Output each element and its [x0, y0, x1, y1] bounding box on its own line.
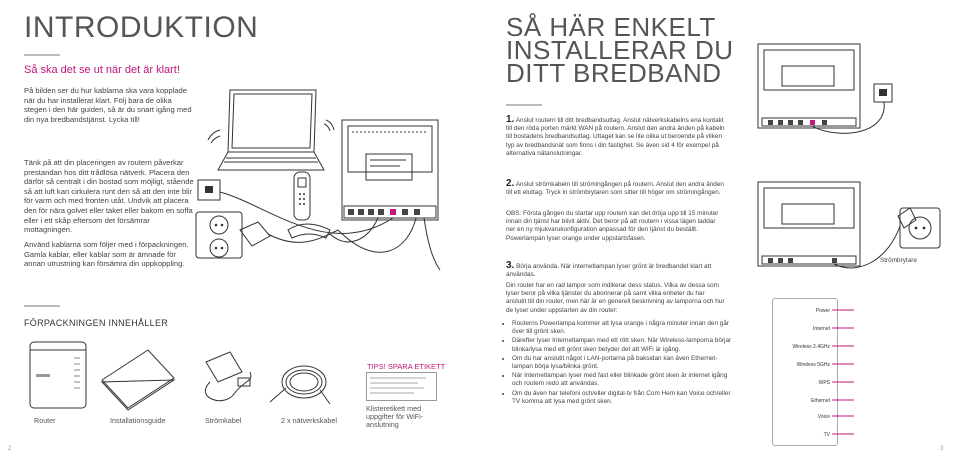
led-tv: TV [823, 432, 830, 438]
step-3 [506, 262, 726, 279]
title-line-3: DITT BREDBAND [506, 58, 722, 88]
package-illustrations [24, 338, 364, 418]
router-front-panel [772, 298, 838, 446]
power-adapter-icon [898, 208, 916, 228]
router-front-icon [30, 342, 86, 408]
bullet-ethernet: • Om du har anslutit något i LAN-portarna på baksidan kan även Ethernet-lampan börja lysa/blinka grönt. [512, 355, 738, 371]
laptop-icon [218, 90, 324, 170]
network-cable-icon [270, 366, 330, 404]
wall-socket-icon [874, 84, 892, 102]
step-1 [506, 116, 726, 158]
subtitle: Så ska det se ut när det är klart! [24, 64, 180, 76]
led-ethernet: Ethernet [811, 398, 830, 404]
led-wireless-24: Wireless 2.4GHz [792, 344, 830, 350]
wall-socket-icon [198, 180, 220, 200]
item-router: Router [34, 416, 56, 425]
power-outlet-icon [900, 208, 940, 248]
led-wps: WPS [818, 380, 830, 386]
step-2-number: 2. [506, 178, 515, 189]
step-3-text: Börja använda. När internetlampan lyser grönt är bredbandet klart att användas. [506, 263, 712, 279]
right-title-divider [506, 104, 542, 106]
installation-illustration [178, 80, 450, 275]
step-1-number: 1. [506, 114, 515, 125]
package-heading: FÖRPACKNINGEN INNEHÅLLER [24, 318, 169, 328]
package-divider [24, 305, 60, 307]
led-internet: Internet [813, 326, 830, 332]
router-back-icon-2 [758, 182, 860, 266]
sticker-label-icon [366, 372, 438, 402]
power-cable-icon [205, 352, 251, 401]
title-divider [24, 54, 60, 56]
power-switch-label: Strömbrytare [880, 257, 917, 264]
step-2 [506, 180, 726, 197]
bullet-internet: • Därefter lyser Internetlampan med ett rött sken. När Wireless-lamporna börjar blinka/lysa med ett grönt sken betyder det att WiFi är igång. [512, 337, 738, 353]
power-outlet-icon [196, 212, 242, 258]
page-title-right [506, 12, 734, 88]
obs-text: OBS: Första gången du startar upp routern kan det dröja upp till 15 minuter innan din tjänst har blivit aktiv. Det beror på att routern i vissa lägen laddar ner en ny mjukvarukonfiguration anpassad för den tjänst du beställt. Powerlampan lyser orange under uppstartsfasen. [506, 210, 719, 242]
step-3-number: 3. [506, 260, 515, 271]
step-1-text: Anslut routern till ditt bredbandsuttag. Anslut nätverkskabelns ena kontakt till den röda porten märkt WAN på routern. Anslut den andra änden på kabeln till bostadens bredbandsuttag. Uttaget kan se lite olika ut beroende på vilken typ av bredbandsnät som finns i din fastighet. Se även sid 4 för exempel på alternativa nätanslutningar. [506, 117, 725, 157]
led-power: Power [815, 308, 830, 314]
bullet-voice-tv: • Om du även har telefoni och/eller digital-tv från Com Hem kan Voice och/eller TV komma att lysa med grönt sken. [512, 390, 738, 406]
power-adapter-icon [240, 222, 338, 246]
bullet-power: • Routerns Powerlampa kommer att lysa orange i några minuter innan den går över till grönt sken. [512, 320, 738, 336]
step-2-text: Anslut strömkabeln till strömingången på routern. Anslut den andra änden till ett eluttag. Tryck in strömbrytaren som sitter till höger om strömingången. [506, 181, 724, 197]
guide-booklet-icon [102, 350, 174, 410]
tips-heading: TIPS! SPARA ETIKETT [367, 362, 446, 371]
cables-text: Använd kablarna som följer med i förpackningen. Gamla kablar, eller kablar som är ämnade för annan utrustning kan försämra din uppkoppling. [24, 240, 189, 269]
led-bullet-list [500, 320, 738, 406]
page-number-right: 3 [940, 446, 944, 452]
router-icon [342, 120, 438, 220]
placement-text: Tänk på att din placeringen av routern påverkar prestandan hos ditt trådlösa nätverk. Placera den därför så centralt i din bostad som möjligt, stående så att luft kan cirkulera runt den så att den inte blir för varm och med fronten utåt. Undvik att placera den för nära golvet eller taket eller bakom en soffa eller i ett skåp eftersom det försämrar mottagningen. [24, 158, 194, 235]
led-voice: Voice [817, 414, 830, 420]
item-network-cable: 2 x nätverkskabel [281, 416, 337, 425]
intro-text: På bilden ser du hur kablarna ska vara kopplade när du har installerat klart. Följ bara de olika stegen i den här guiden, så är du snart igång med din nya bredbandstjänst. Lycka till! [24, 86, 192, 124]
router-back-icon-1 [758, 44, 860, 128]
page-number-left: 2 [8, 446, 12, 452]
router-lights-text: Din router har en rad lampor som indikerar dess status. Vilka av dessa som lyser beror på vilka tjänster du abonnerar på samt vilka enheter du har anslutit till din router, men här är en generell beskrivning av lamporna och hur de lyser under uppstarten av din router: [506, 282, 725, 314]
led-wireless-5: Wireless 5GHz [796, 362, 830, 368]
setup-illustrations [748, 40, 948, 270]
item-power-cable: Strömkabel [205, 416, 242, 425]
tips-text: Klisteretikett med uppgifter för WiFi-anslutning [366, 404, 424, 429]
title-line-1: SÅ HÄR ENKELT [506, 12, 716, 42]
led-indicator-lines [832, 302, 862, 442]
title-line-2: INSTALLERAR DU [506, 35, 734, 65]
item-guide: Installationsguide [110, 416, 166, 425]
page-title-left: INTRODUKTION [24, 11, 259, 44]
bullet-internet-ready: • När Internetlampan lyser med fast eller blinkade grönt sken är internet igång och routern redo att användas. [512, 372, 738, 388]
